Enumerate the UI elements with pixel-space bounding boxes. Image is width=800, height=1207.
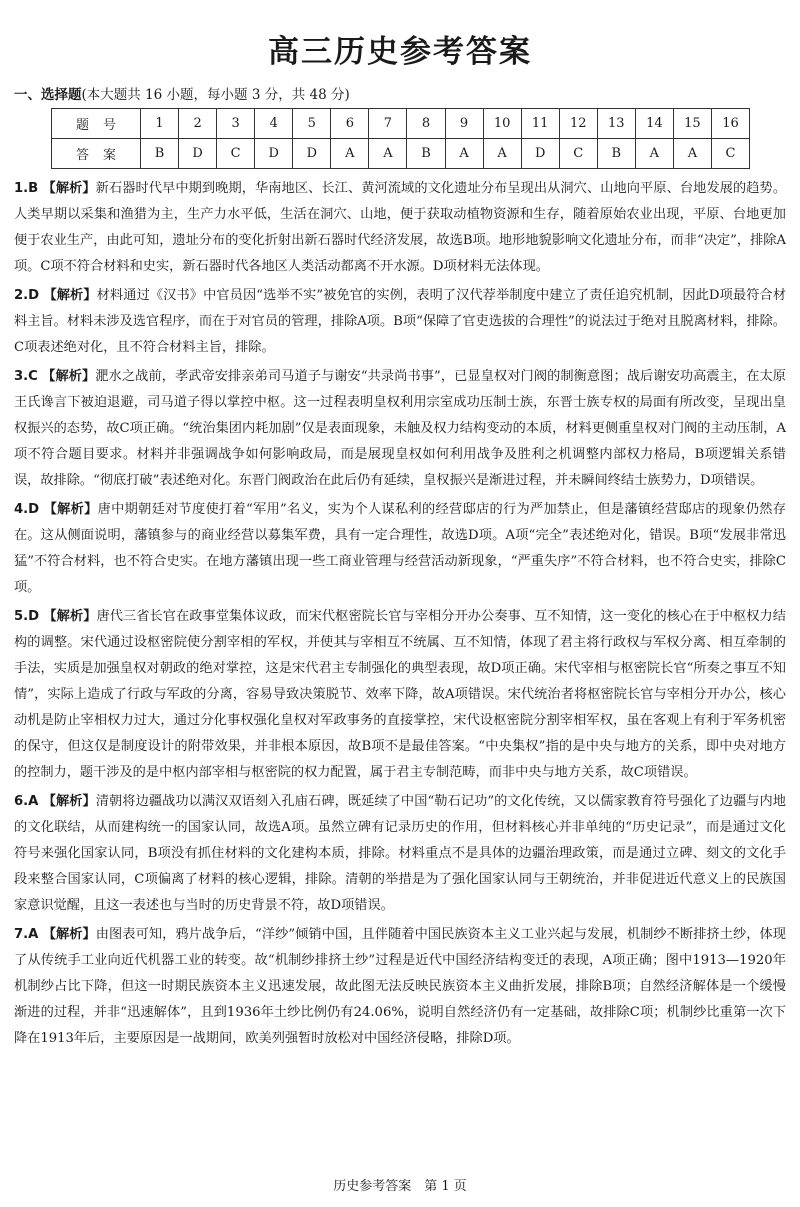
question-number-cell: 11 [521, 109, 559, 139]
explanation-text: 唐中期朝廷对节度使打着“军用”名义，实为个人谋私利的经营邸店的行为严加禁止，但是藩镇经营邸店的现象仍然存在。这从侧面说明，藩镇参与的商业经营以募集军费，具有一定合理性，故选D项。A项“完全”表述绝对化，错误。B项“发展非常迅猛”不符合材料，也不符合史实。在地方藩镇出现一些工商业管理与经营活动新现象，“严重失序”不符合材料，也不符合史实，排除C项。 [14, 502, 786, 595]
number-row-label: 题号 [52, 109, 141, 139]
analysis-tag: 【解析】 [42, 794, 96, 809]
question-number-cell: 16 [711, 109, 749, 139]
answer-table-answer-row [52, 139, 750, 169]
explanation-text: 淝水之战前，孝武帝安排亲弟司马道子与谢安“共录尚书事”，已显皇权对门阀的制衡意图；战后谢安功高震主，在太原王氏谗言下被迫退避，司马道子得以掌控中枢。这一过程表明皇权利用宗室成功压制士族，东晋士族专权的局面有所改变，呈现出皇权振兴的态势，故C项正确。“统治集团内耗加剧”仅是表面现象，未触及权力结构变动的本质，材料更侧重皇权对门阀的主动压制，A项不符合题目要求。材料并非强调战争如何影响政局，而是展现皇权如何利用战争及胜利之机调整内部权力格局，B项逻辑关系错误，故排除。“彻底打破”表述绝对化。东晋门阀政治在此后仍有延续，皇权振兴是渐进过程，并未瞬间终结士族势力，D项错误。 [14, 369, 786, 488]
question-number-cell: 1 [141, 109, 179, 139]
question-answer-lead: 4.D [14, 502, 40, 517]
answer-cell: B [597, 139, 635, 169]
question-number-cell: 2 [179, 109, 217, 139]
answer-row-label: 答案 [52, 139, 141, 169]
answer-cell: D [179, 139, 217, 169]
explanation-item [14, 176, 786, 280]
answer-cell: C [559, 139, 597, 169]
analysis-tag: 【解析】 [43, 502, 98, 517]
answer-cell: D [293, 139, 331, 169]
answer-cell: A [635, 139, 673, 169]
answer-cell: C [711, 139, 749, 169]
question-number-cell: 8 [407, 109, 445, 139]
answer-table [51, 108, 750, 169]
question-answer-lead: 2.D [14, 288, 40, 303]
explanation-item [14, 364, 786, 494]
answer-cell: A [673, 139, 711, 169]
question-number-cell: 10 [483, 109, 521, 139]
question-answer-lead: 3.C [14, 369, 38, 384]
question-number-cell: 12 [559, 109, 597, 139]
question-number-cell: 6 [331, 109, 369, 139]
answer-cell: A [445, 139, 483, 169]
question-number-cell: 9 [445, 109, 483, 139]
section-heading-note: (本大题共 16 小题，每小题 3 分，共 48 分) [81, 87, 350, 103]
analysis-tag: 【解析】 [42, 181, 96, 196]
explanation-text: 唐代三省长官在政事堂集体议政，而宋代枢密院长官与宰相分开办公奏事、互不知情，这一变化的核心在于中枢权力结构的调整。宋代通过设枢密院使分割宰相的军权，并使其与宰相互不统属、互不知情，体现了君主将行政权与军权分离、相互牵制的手法，实质是加强皇权对朝政的绝对掌控，这是宋代君主专制强化的典型表现，故D项正确。宋代宰相与枢密院长官“所奏之事互不知情”，实际上造成了行政与军政的分离，容易导致决策脱节、效率下降，故A项错误。宋代统治者将枢密院长官与宰相分开办公，核心动机是防止宰相权力过大，通过分化事权强化皇权对军政事务的直接掌控，宋代设枢密院分割宰相军权，虽在客观上有利于军务机密的保守，但这仅是制度设计的附带效果，并非根本原因，故B项不是最佳答案。“中央集权”指的是中央与地方的关系，即中央对地方的控制力，题干涉及的是中枢内部宰相与枢密院的权力配置，属于君主专制范畴，而非中央与地方关系，故C项错误。 [14, 609, 786, 780]
explanation-text: 材料通过《汉书》中官员因“选举不实”被免官的实例，表明了汉代荐举制度中建立了责任追究机制，因此D项最符合材料主旨。材料未涉及选官程序，而在于对官员的管理，排除A项。B项“保障了官吏选拔的合理性”的说法过于绝对且脱离材料，排除。C项表述绝对化，且不符合材料主旨，排除。 [14, 288, 787, 355]
section-heading [14, 83, 350, 103]
question-answer-lead: 5.D [14, 609, 40, 624]
answer-cell: D [521, 139, 559, 169]
question-answer-lead: 6.A [14, 794, 39, 809]
question-number-cell: 3 [217, 109, 255, 139]
analysis-tag: 【解析】 [42, 927, 96, 942]
explanation-list [14, 176, 786, 1055]
question-number-cell: 14 [635, 109, 673, 139]
analysis-tag: 【解析】 [43, 609, 97, 624]
question-number-cell: 13 [597, 109, 635, 139]
answer-cell: B [141, 139, 179, 169]
explanation-item [14, 283, 786, 361]
section-heading-label: 一、选择题 [14, 87, 82, 103]
explanation-text: 清朝将边疆战功以满汉双语刻入孔庙石碑，既延续了中国“勒石记功”的文化传统，又以儒家教育符号强化了边疆与内地的文化联结，从而建构统一的国家认同，故选A项。虽然立碑有记录历史的作用，但材料核心并非单纯的“历史记录”，而是通过文化符号来强化国家认同，B项没有抓住材料的文化建构本质，排除。材料重点不是具体的边疆治理政策，而是通过立碑、刻文的文化手段来整合国家认同，C项偏离了材料的核心逻辑，排除。清朝的举措是为了强化国家认同与王朝统治，并非促进近代意义上的民族国家意识觉醒，且这一表述也与当时的历史背景不符，故D项错误。 [14, 794, 786, 913]
question-number-cell: 5 [293, 109, 331, 139]
question-answer-lead: 7.A [14, 927, 39, 942]
page-title: 高三历史参考答案 [268, 34, 532, 70]
page-footer: 历史参考答案 第 1 页 [333, 1179, 467, 1194]
explanation-item [14, 922, 786, 1052]
question-number-cell: 4 [255, 109, 293, 139]
answer-cell: A [369, 139, 407, 169]
question-answer-lead: 1.B [14, 181, 39, 196]
explanation-item [14, 497, 786, 601]
explanation-item [14, 789, 786, 919]
explanation-text: 由图表可知，鸦片战争后，“洋纱”倾销中国，且伴随着中国民族资本主义工业兴起与发展，机制纱不断排挤土纱，体现了从传统手工业向近代机器工业的转变。故“机制纱排挤土纱”过程是近代中国经济结构变迁的表现，A项正确；图中1913—1920年机制纱占比下降，但这一时期民族资本主义迅速发展，故此图无法反映民族资本主义曲折发展，排除B项；自然经济解体是一个缓慢渐进的过程，并非“迅速解体”，且到1936年土纱比例仍有24.06%，说明自然经济仍有一定基础，故排除C项；机制纱比重第一次下降在1913年后，主要原因是一战期间，欧美列强暂时放松对中国经济侵略，排除D项。 [14, 927, 786, 1046]
question-number-cell: 7 [369, 109, 407, 139]
question-number-cell: 15 [673, 109, 711, 139]
answer-cell: C [217, 139, 255, 169]
answer-cell: B [407, 139, 445, 169]
analysis-tag: 【解析】 [42, 369, 96, 384]
answer-table-number-row [52, 109, 750, 139]
explanation-item [14, 604, 786, 786]
answer-cell: A [483, 139, 521, 169]
answer-cell: D [255, 139, 293, 169]
answer-cell: A [331, 139, 369, 169]
analysis-tag: 【解析】 [43, 288, 97, 303]
explanation-text: 新石器时代早中期到晚期，华南地区、长江、黄河流域的文化遗址分布呈现出从洞穴、山地向平原、台地发展的趋势。人类早期以采集和渔猎为主，生产力水平低，生活在洞穴、山地，便于获取动植物资源和生存，随着原始农业出现，平原、台地更加便于农业生产，由此可知，遗址分布的变化折射出新石器时代经济发展，故选B项。地形地貌影响文化遗址分布，而非“决定”，排除A项。C项不符合材料和史实，新石器时代各地区人类活动都离不开水源。D项材料无法体现。 [14, 181, 787, 274]
